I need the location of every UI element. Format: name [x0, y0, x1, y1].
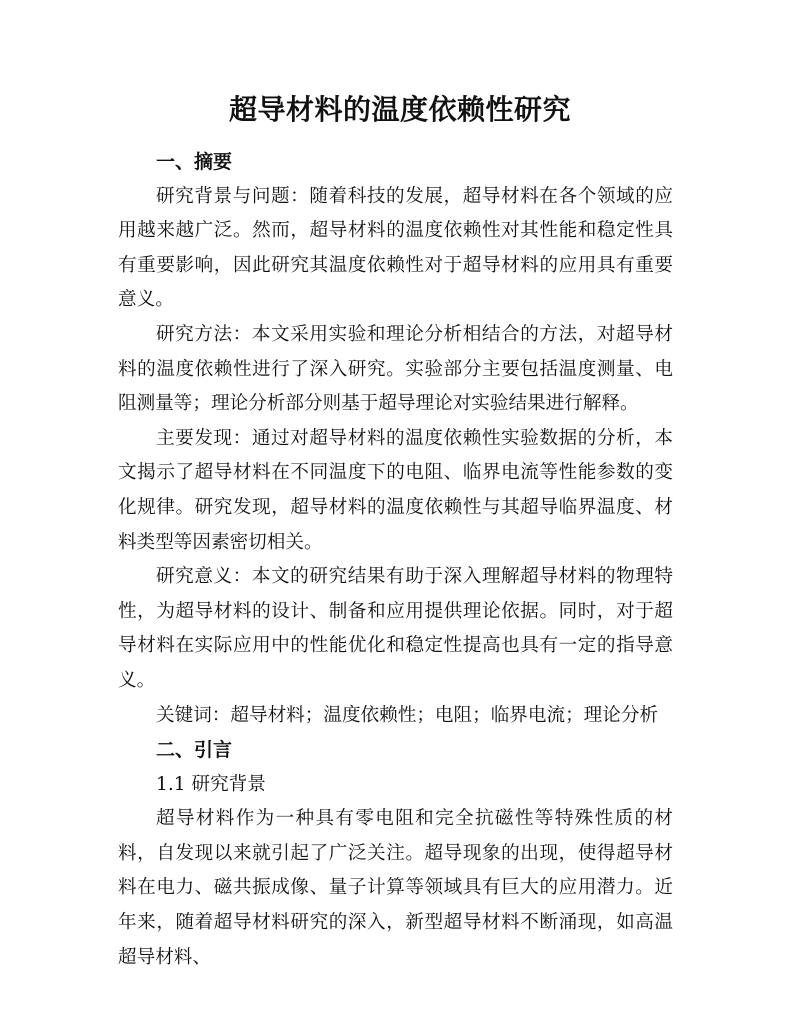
subsection-heading-background: 1.1 研究背景: [156, 773, 266, 795]
abstract-methods-paragraph: 研究方法：本文采用实验和理论分析相结合的方法，对超导材料的温度依赖性进行了深入研究。实验部分主要包括温度测量、电阻测量等；理论分析部分则基于超导理论对实验结果进行解释。: [118, 323, 673, 415]
abstract-findings-paragraph: 主要发现：通过对超导材料的温度依赖性实验数据的分析，本文揭示了超导材料在不同温度下的电阻、临界电流等性能参数的变化规律。研究发现，超导材料的温度依赖性与其超导临界温度、材料类型等因素密切相关。: [118, 427, 673, 553]
abstract-background-paragraph: 研究背景与问题：随着科技的发展，超导材料在各个领域的应用越来越广泛。然而，超导材料的温度依赖性对其性能和稳定性具有重要影响，因此研究其温度依赖性对于超导材料的应用具有重要意义。: [118, 185, 673, 311]
abstract-significance-paragraph: 研究意义：本文的研究结果有助于深入理解超导材料的物理特性，为超导材料的设计、制备和应用提供理论依据。同时，对于超导材料在实际应用中的性能优化和稳定性提高也具有一定的指导意义。: [118, 566, 673, 691]
document-body: [118, 145, 673, 975]
document-title: 超导材料的温度依赖性研究: [228, 93, 571, 126]
introduction-paragraph: 超导材料作为一种具有零电阻和完全抗磁性等特殊性质的材料，自发现以来就引起了广泛关注。超导现象的出现，使得超导材料在电力、磁共振成像、量子计算等领域具有巨大的应用潜力。近年来，随着超导材料研究的深入，新型超导材料不断涌现，如高温超导材料、: [118, 808, 673, 968]
section-heading-abstract: 一、摘要: [156, 151, 233, 173]
section-heading-introduction: 二、引言: [156, 739, 233, 762]
keywords-line: 关键词：超导材料；温度依赖性；电阻；临界电流；理论分析: [156, 704, 659, 726]
